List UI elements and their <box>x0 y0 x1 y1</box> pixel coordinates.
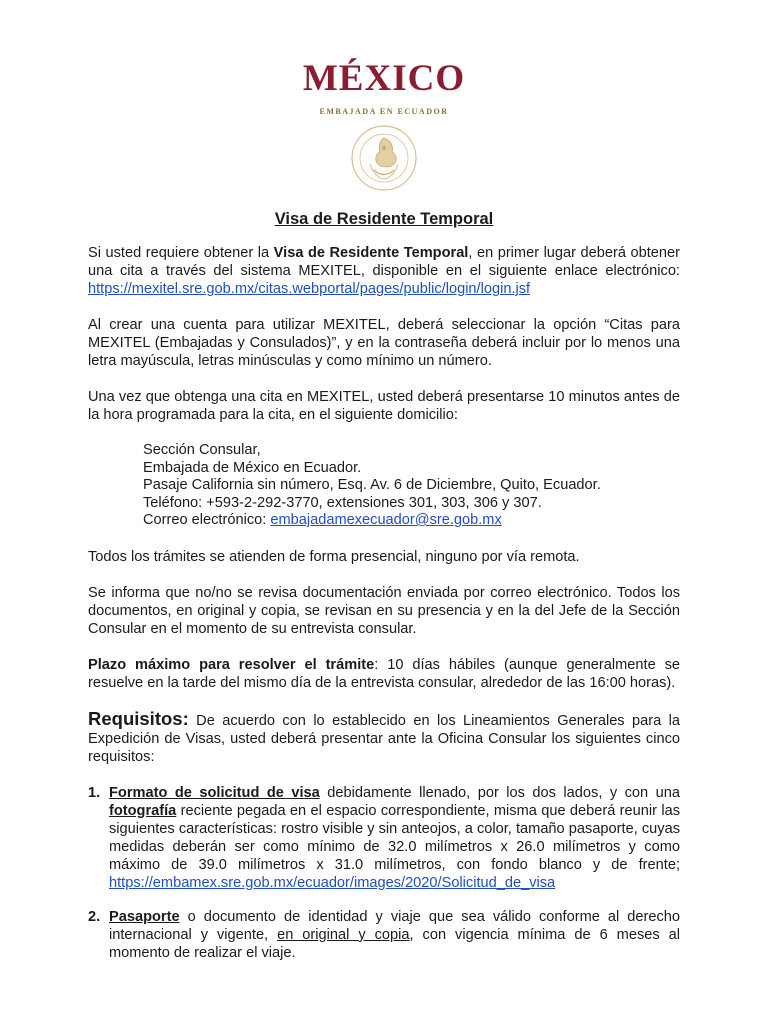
paragraph-documents: Se informa que no/no se revisa documentación enviada por correo electrónico. Todos los documentos, en original y copia, se revisan en su presencia y en la del Jefe de la Sección Consular en el momento de su entrevista consular. <box>88 584 680 637</box>
item-number: 2. <box>88 908 101 925</box>
visa-form-link[interactable]: https://embamex.sre.gob.mx/ecuador/images/2020/Solicitud_de_visa <box>109 874 556 891</box>
item-1-photo: fotografía <box>109 802 177 819</box>
address-line: Embajada de México en Ecuador. <box>143 459 362 476</box>
item-1-form: Formato de solicitud de visa <box>109 784 320 801</box>
deadline-label: Plazo máximo para resolver el trámite <box>88 656 375 673</box>
intro-text-2: , en primer lugar deberá obtener una cita a través del sistema MEXITEL, disponible en el siguiente enlace electrónico: <box>88 245 680 279</box>
paragraph-intro <box>88 244 680 298</box>
intro-visa-name: Visa de Residente Temporal <box>273 245 469 261</box>
list-item <box>88 784 680 892</box>
document-body <box>88 210 680 978</box>
document-title: Visa de Residente Temporal <box>274 210 494 228</box>
item-2-text-2: , con vigencia mínima de 6 meses al momento de realizar el viaje. <box>109 926 680 961</box>
item-2-original-copy: en original y copia <box>277 926 410 943</box>
mexico-logo-title: MÉXICO <box>302 58 466 99</box>
requisitos-heading: Requisitos: <box>88 707 189 729</box>
requisitos-text: De acuerdo con lo establecido en los Lineamientos Generales para la Expedición de Visas, usted deberá presentar ante la Oficina Consular los siguientes cinco requisitos: <box>88 712 680 765</box>
email-label: Correo electrónico: <box>143 512 271 528</box>
item-1-text-2: reciente pegada en el espacio correspondiente, misma que deberá reunir las siguientes características: rostro visible y sin anteojos, a color, tamaño pasaporte, cuyas medidas deberán ser como mínimo de 32.0 milímetros x 26.0 milímetros y como máximo de 39.0 milímetros x 31.0 milímetros, con fondo blanco y de frente; <box>109 802 680 873</box>
paragraph-requisitos <box>88 707 680 766</box>
coat-of-arms-icon <box>350 124 418 192</box>
paragraph-account: Al crear una cuenta para utilizar MEXITEL, deberá seleccionar la opción “Citas para MEXITEL (Embajadas y Consulados)”, y en la contraseña deberá incluir por lo menos una letra mayúscula, letras minúsculas y como mínimo un número. <box>88 317 680 369</box>
address-line: Sección Consular, <box>143 442 261 458</box>
requirements-list <box>88 784 680 962</box>
item-2-text-1: o documento de identidad y viaje que sea válido conforme al derecho internacional y vigente, <box>109 908 680 943</box>
address-email-line <box>143 512 680 530</box>
paragraph-deadline <box>88 656 680 692</box>
item-number: 1. <box>88 784 101 801</box>
embassy-header <box>0 60 768 192</box>
email-link[interactable]: embajadamexecuador@sre.gob.mx <box>270 512 502 528</box>
mexitel-link[interactable]: https://mexitel.sre.gob.mx/citas.webportal/pages/public/login/login.jsf <box>88 281 531 297</box>
address-line: Teléfono: +593-2-292-3770, extensiones 301, 303, 306 y 307. <box>143 494 542 511</box>
address-block <box>143 442 680 530</box>
item-2-passport: Pasaporte <box>109 908 180 925</box>
intro-text-1: Si usted requiere obtener la <box>88 245 274 261</box>
list-item <box>88 908 680 962</box>
deadline-text: : 10 días hábiles (aunque generalmente se resuelve en la tarde del mismo día de la entrevista consular, alrededor de las 16:00 horas). <box>88 656 680 691</box>
item-1-text-1: debidamente llenado, por los dos lados, y con una <box>319 784 680 801</box>
paragraph-appointment: Una vez que obtenga una cita en MEXITEL, usted deberá presentarse 10 minutos antes de la hora programada para la cita, en el siguiente domicilio: <box>88 389 680 423</box>
embassy-subtitle: EMBAJADA EN ECUADOR <box>319 107 449 116</box>
paragraph-presencial: Todos los trámites se atienden de forma presencial, ninguno por vía remota. <box>88 548 580 565</box>
address-line: Pasaje California sin número, Esq. Av. 6 de Diciembre, Quito, Ecuador. <box>143 477 601 493</box>
